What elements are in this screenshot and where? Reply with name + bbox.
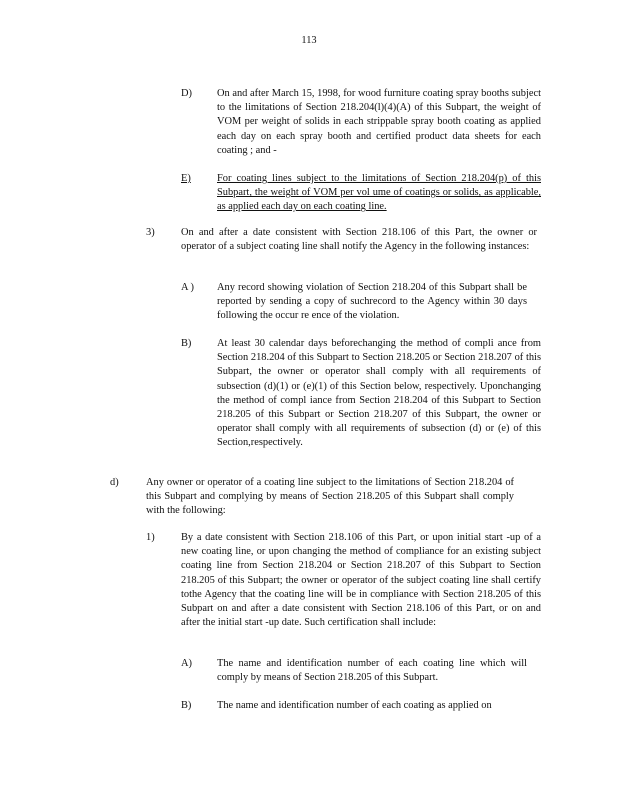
page-number: 113 bbox=[301, 35, 317, 46]
item-3b-label: B) bbox=[181, 338, 192, 349]
item-d1a-label: A) bbox=[181, 658, 192, 669]
item-d-text: On and after March 15, 1998, for wood furniture coating spray booths subject to the limitations of Section 218.204(l)(4)(A) of this Subpart, the weight of VOM per weight of solids in each strippable spray booth coating as applied each day on each spray booth and certified product data sheets for each coating ; and - bbox=[217, 88, 541, 156]
item-d1-label: 1) bbox=[146, 532, 155, 543]
item-3b-text: At least 30 calendar days beforechanging the method of compli ance from Section 218.204 of this Subpart to Section 218.205 or Section 218.207 of this Subpart, the owner or operator shall comply with all requirements of subsection (d)(1) or (e)(1) of this Section below, respectively. Uponchanging the method of compl iance from Section 218.204 of this Subpart to Section 218.205 of this Subpart or Section 218.207 of this Subpart, the owner or operator shall comply with all requirements of subsection (d) or (e) of this Section,respectively. bbox=[217, 338, 541, 449]
item-d1b-label: B) bbox=[181, 700, 192, 711]
item-3a-text: Any record showing violation of Section 218.204 of this Subpart shall be reported by sending a copy of suchrecord to the Agency within 30 days following the occur re ence of the violation. bbox=[217, 282, 527, 322]
item-3-label: 3) bbox=[146, 227, 155, 238]
item-e-label: E) bbox=[181, 173, 191, 184]
item-d-label: D) bbox=[181, 88, 192, 99]
item-3-text: On and after a date consistent with Section 218.106 of this Part, the owner or operator of a subject coating line shall notify the Agency in the following instances: bbox=[181, 227, 537, 253]
item-3a-label: A ) bbox=[181, 282, 194, 293]
item-d-lower-label: d) bbox=[110, 477, 119, 488]
item-d1-text: By a date consistent with Section 218.106 of this Part, or upon initial start -up of a new coating line, or upon changing the method of compliance for an existing subject coating line from Section 218.204 or Section 218.207 of this Subpart to Section 218.205 of this Subpart; the owner or operator of the subject coating line shall certify tothe Agency that the coating line will be in compliance with Section 218.205 of this Subpart on and after a date consistent with Section 218.106 of this Part, or on and after the initial start -up date. Such certification shall include: bbox=[181, 532, 541, 629]
item-d-lower-text: Any owner or operator of a coating line subject to the limitations of Section 218.204 of this Subpart and complying by means of Section 218.205 of this Subpart shall comply with the following: bbox=[146, 477, 514, 517]
item-d1b-text: The name and identification number of each coating as applied on bbox=[217, 700, 492, 711]
item-e-text: For coating lines subject to the limitations of Section 218.204(p) of this Subpart, the weight of VOM per vol ume of coatings or solids, as applicable, as applied each day on each coating line. bbox=[217, 173, 541, 213]
item-d1a-text: The name and identification number of each coating line which will comply by means of Section 218.205 of this Subpart. bbox=[217, 658, 527, 684]
